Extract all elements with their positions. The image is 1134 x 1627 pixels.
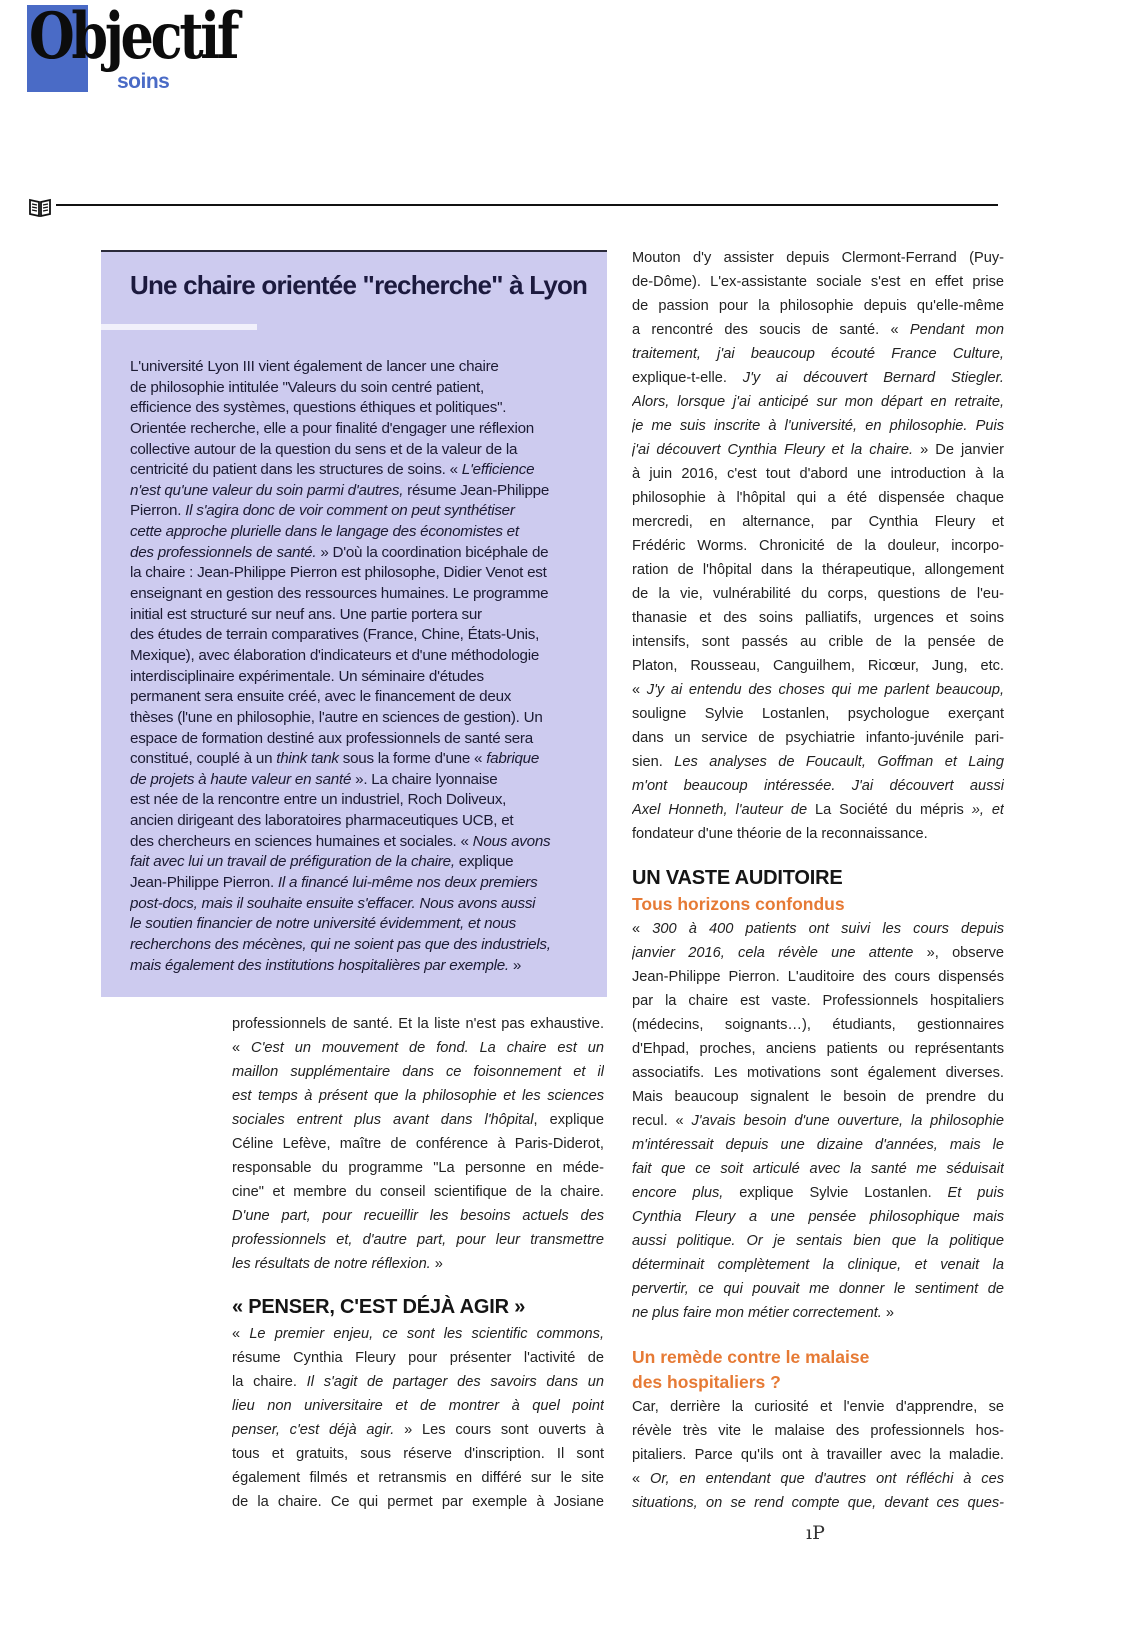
text: » D'où la coordination bicéphale de [316,543,549,561]
text: résume Jean-Philippe [407,481,550,499]
text: initial est structuré sur neuf ans. Une partie portera sur [130,605,482,623]
text: Frédéric Worms. Chronicité de la douleur, incorpo- [632,538,1004,554]
text: ancien dirigeant des laboratoires pharmaceutiques UCB, et [130,812,514,830]
text-line [130,667,600,688]
text-line [632,1133,1004,1157]
text: également filmés et retransmis en différé sur le site [232,1470,604,1486]
italic-text: situations, on se rend compte que, devant ces ques- [632,1495,1004,1511]
text: Car, derrière la curiosité et l'envie d'apprendre, se [632,1399,1004,1415]
text-line [632,606,1004,630]
italic-text: aussi politique. Or je sentais bien que la politique [632,1233,1004,1249]
text-line [632,654,1004,678]
text-line [632,414,1004,438]
text: » De janvier [913,442,1004,458]
text-line [232,1060,604,1084]
text-line [130,770,600,791]
text-line [632,438,1004,462]
text-line [232,1228,604,1252]
text-line [632,1443,1004,1467]
text-line [632,1157,1004,1181]
subheading-remede-2: des hospitaliers ? [632,1372,781,1392]
text-line [632,270,1004,294]
italic-text: déterminait complètement la clinique, et venait la [632,1257,1004,1273]
text: interdisciplinaire expérimentale. Un séminaire d'études [130,667,484,685]
italic-text: Nous avons [472,832,551,850]
italic-text: Axel Honneth, l'auteur de [632,802,816,818]
text: collective autour de la question du sens et de la valeur de la [130,440,518,458]
text-line [130,790,600,811]
text-line [632,1061,1004,1085]
text-line [632,702,1004,726]
text-line [130,460,600,481]
text-line [130,378,600,399]
text-line [632,1037,1004,1061]
text: « [232,1040,252,1056]
text: sien. [632,754,675,770]
text: Mexique), avec élaboration d'indicateurs et d'une méthodologie [130,646,540,664]
italic-text: cette approche plurielle dans le langage des économistes et [130,523,519,541]
text-line [130,563,600,584]
italic-text: fait que ce soit articulé avec la santé me séduisait [632,1161,1004,1177]
text-line [232,1394,604,1418]
text: ration de l'hôpital dans la thérapeutique, allongement [632,562,1004,578]
italic-text: Cynthia Fleury a une pensée philosophique mais [632,1209,1004,1225]
italic-text: », et [963,802,1004,818]
text: fondateur d'une théorie de la reconnaissance. [632,826,928,842]
text: à juin 2016, c'est tout d'abord une introduction à la [632,466,1004,482]
italic-text: Il s'agit de partager des savoirs dans un [306,1374,604,1390]
text-line [632,534,1004,558]
text-line [632,366,1004,390]
text: explique [458,853,514,871]
left-column-bottom [232,1322,604,1514]
italic-text: le soutien financier de notre université évidemment, et nous [130,915,517,933]
text: la chaire : Jean-Philippe Pierron est philosophe, Didier Venot est [130,564,547,582]
italic-text: fabrique [486,750,540,768]
text: est née de la rencontre entre un industriel, Roch Doliveux, [130,791,507,809]
text: « [632,921,653,937]
text: sous la forme d'une « [338,750,487,768]
text: Céline Lefève, maître de conférence à Paris-Diderot, [232,1136,604,1152]
text-line [130,646,600,667]
text-line [130,935,600,956]
italic-text: n'est qu'une valeur du soin parmi d'autres, [130,481,408,499]
text: tous et gratuits, sous réserve d'inscription. Il sont [232,1446,604,1462]
text: Orientée recherche, elle a pour finalité d'engager une réflexion [130,419,534,437]
text: dans un service de psychiatrie infanto-juvénile pari- [632,730,1004,746]
text-line [632,678,1004,702]
text-line [232,1370,604,1394]
text-line [232,1036,604,1060]
text: professionnels de santé. Et la liste n'est pas exhaustive. [232,1016,604,1032]
text-line [130,501,600,522]
text: enseignant en gestion des ressources humaines. Le programme [130,585,549,603]
italic-text: maillon supplémentaire dans ce foisonnement et il [232,1064,604,1080]
text: a rencontré des soucis de santé. « [632,322,910,338]
italic-text: C'est un mouvement de fond. La chaire est un [251,1040,604,1056]
text-line [130,605,600,626]
text-line [632,1229,1004,1253]
text: révèle très vite le malaise des professionnels hos- [632,1423,1004,1439]
text-line [632,318,1004,342]
text-line [130,914,600,935]
text: efficience des systèmes, questions éthiques et politiques". [130,399,507,417]
text-line [632,726,1004,750]
text-line [632,750,1004,774]
text-line [632,798,1004,822]
italic-text: Il a financé lui-même nos deux premiers [277,874,538,892]
italic-text: traitement, j'ai beaucoup écouté France Culture, [632,346,1004,362]
right-column-middle [632,917,1004,1325]
text-line [632,630,1004,654]
text: pitaliers. Parce qu'ils ont à travailler avec la maladie. [632,1447,1004,1463]
italic-text: Alors, lorsque j'ai anticipé sur mon départ en retraite, [632,394,1004,410]
text: des chercheurs en sciences humaines et sociales. « [130,832,473,850]
text: » [430,1256,443,1272]
italic-text: fait avec lui un travail de préfiguration de la chaire, [130,853,459,871]
text: espace de formation destiné aux professionnels de santé sera [130,729,533,747]
text-line [130,522,600,543]
italic-text: mais également des institutions hospitalières par exemple. [130,956,509,974]
text: de philosophie intitulée "Valeurs du soin centré patient, [130,378,484,396]
text: explique-t-elle. [632,370,743,386]
right-column-bottom [632,1395,1004,1515]
text-line [232,1252,604,1276]
text-line [130,398,600,419]
text-line [130,811,600,832]
subheading-remede-1: Un remède contre le malaise [632,1347,870,1367]
italic-text: sociales entrent plus avant dans l'hôpital [232,1112,534,1128]
text: de passion pour la philosophie depuis qu'elle-même [632,298,1004,314]
text-line [232,1180,604,1204]
text: Mouton d'y assister depuis Clermont-Ferrand (Puy- [632,250,1004,266]
text-line [130,873,600,894]
italic-text: les résultats de notre réflexion. [232,1256,431,1272]
text-line [130,956,600,977]
italic-text: J'avais besoin d'une ouverture, la philosophie [691,1113,1004,1129]
text-line [632,462,1004,486]
italic-text: J'y ai entendu des choses qui me parlent beaucoup, [646,682,1004,698]
text: thanasie et des soins palliatifs, urgences et soins [632,610,1004,626]
text: Pierron. [130,502,186,520]
text-line [632,1467,1004,1491]
text: explique Sylvie Lostanlen. [739,1185,948,1201]
italic-text: penser, c'est déjà agir. [232,1422,395,1438]
italic-text: post-docs, mais il souhaite ensuite s'effacer. Nous avons aussi [130,894,536,912]
text-line [632,965,1004,989]
text-line [232,1132,604,1156]
text: constitué, couplé à un [130,750,277,768]
text: cine" et membre du conseil scientifique de la chaire. [232,1184,604,1200]
text-line [130,419,600,440]
text: « [232,1326,250,1342]
text-line [632,1109,1004,1133]
text-line [130,729,600,750]
italic-text: think tank [276,750,339,768]
italic-text: de projets à haute valeur en santé [130,770,352,788]
text: mercredi, en alternance, par Cynthia Fleury et [632,514,1004,530]
text: intensifs, sont passés au crible de la pensée de [632,634,1004,650]
italic-text: L'efficience [461,461,535,479]
italic-text: m'intéressait depuis une dizaine d'années, mais le [632,1137,1004,1153]
text-line [632,917,1004,941]
box-text [130,357,600,976]
text-line [130,584,600,605]
text-line [232,1084,604,1108]
text-line [232,1466,604,1490]
text: responsable du programme "La personne en méde- [232,1160,604,1176]
text-line [632,1205,1004,1229]
text-line [130,543,600,564]
text: des études de terrain comparatives (France, Chine, États-Unis, [130,626,540,644]
box-title: Une chaire orientée "recherche" à Lyon [130,270,588,300]
heading-penser: « PENSER, C'EST DÉJÀ AGIR » [232,1296,526,1318]
text: d'Ehpad, proches, anciens patients ou représentants [632,1041,1004,1057]
text-line [130,357,600,378]
text: », observe [913,945,1004,961]
text: (médecins, soignants…), étudiants, gestionnaires [632,1017,1004,1033]
text-line [130,687,600,708]
text-line [232,1418,604,1442]
italic-text: ne plus faire mon métier correctement. [632,1305,882,1321]
text-line [232,1156,604,1180]
text: souligne Sylvie Lostanlen, psychologue exerçant [632,706,1004,722]
text: L'université Lyon III vient également de lancer une chaire [130,358,499,375]
italic-text: est temps à présent que la philosophie et les sciences [232,1088,604,1104]
text-line [130,832,600,853]
text-line [632,822,1004,846]
text: de-Dôme). L'ex-assistante sociale s'est en effet prise [632,274,1004,290]
text-line [130,481,600,502]
text-line [232,1346,604,1370]
italic-text: j'ai découvert Cynthia Fleury et la chaire. [632,442,914,458]
text-line [232,1442,604,1466]
italic-text: m'ont beaucoup intéressée. J'ai découvert aussi [632,778,1004,794]
box-accent-bar [101,324,257,330]
text: de la vie, vulnérabilité du corps, questions de l'eu- [632,586,1004,602]
text: » Les cours sont ouverts à [394,1422,604,1438]
left-column-top [232,1012,604,1276]
text-line [632,390,1004,414]
text-line [632,246,1004,270]
italic-text: Il s'agira donc de voir comment on peut synthétiser [185,502,515,520]
text-line [130,625,600,646]
text-line [632,486,1004,510]
italic-text: je me suis inscrite à l'université, en philosophie. Puis [632,418,1004,434]
text-line [632,510,1004,534]
text: la chaire. [232,1374,307,1390]
text: centricité du patient dans les structures de soins. « [130,461,462,479]
italic-text: Pendant mon [909,322,1004,338]
logo-word: Objectif [29,0,237,74]
text-line [632,1301,1004,1325]
heading-auditoire: UN VASTE AUDITOIRE [632,867,843,889]
text-line [632,989,1004,1013]
text: de la chaire. Ce qui permet par exemple à Josiane [232,1494,604,1510]
page-footer-mark: ıP [806,1522,825,1544]
text-line [632,294,1004,318]
magazine-logo [27,0,237,93]
text-line [232,1322,604,1346]
text-line [632,1085,1004,1109]
text-line [632,1277,1004,1301]
text-line [632,1395,1004,1419]
text-line [632,1013,1004,1037]
text-line [632,1491,1004,1515]
text: Platon, Rousseau, Canguilhem, Ricœur, Jung, etc. [632,658,1004,674]
text: Jean-Philippe Pierron. [130,874,278,892]
text: ». La chaire lyonnaise [351,770,498,788]
text-line [232,1204,604,1228]
italic-text: lieu non universitaire et de montrer à quel point [232,1398,604,1414]
italic-text: Or, en entendant que d'autres ont réfléchi à ces [650,1471,1004,1487]
subheading-horizons: Tous horizons confondus [632,894,845,914]
italic-text: Les analyses de Foucault, Goffman et Laing [674,754,1004,770]
text-line [130,708,600,729]
text-line [130,894,600,915]
italic-text: janvier 2016, cela révèle une attente [632,945,914,961]
text-line [632,1419,1004,1443]
italic-text: Et puis [947,1185,1004,1201]
italic-text: D'une part, pour recueillir les besoins actuels des [232,1208,604,1224]
right-column-top [632,246,1004,846]
italic-text: pervertir, ce qui pouvait me donner le sentiment de [632,1281,1004,1297]
italic-text: Le premier enjeu, ce sont les scientific commons, [249,1326,604,1342]
italic-text: encore plus, [632,1185,740,1201]
text-line [632,774,1004,798]
italic-text: des professionnels de santé. [130,543,317,561]
italic-text: professionnels et, d'autre part, pour leur transmettre [232,1232,604,1248]
text-line [632,342,1004,366]
text: « [632,1471,651,1487]
text: Jean-Philippe Pierron. L'auditoire des cours dispensés [632,969,1004,985]
italic-text: recherchons des mécènes, qui ne soient pas que des industriels, [130,935,551,953]
text: » [508,956,522,974]
text: « [632,682,647,698]
text-line [632,1181,1004,1205]
italic-text: J'y ai découvert Bernard Stiegler. [742,370,1004,386]
text: , explique [533,1112,604,1128]
section-rule [56,204,998,206]
text: philosophie à l'hôpital qui a été dispensée chaque [632,490,1004,506]
text-line [232,1108,604,1132]
text: Mais beaucoup signalent le besoin de prendre du [632,1089,1004,1105]
text-line [232,1012,604,1036]
text-line [632,558,1004,582]
text: thèses (l'une en philosophie, l'autre en sciences de gestion). Un [130,708,543,726]
italic-text: 300 à 400 patients ont suivi les cours depuis [652,921,1004,937]
text: par la chaire est vaste. Professionnels hospitaliers [632,993,1004,1009]
text: permanent sera ensuite créé, avec le financement de deux [130,688,512,706]
text-line [632,1253,1004,1277]
text-line [632,582,1004,606]
text: recul. « [632,1113,692,1129]
text-line [130,749,600,770]
text: résume Cynthia Fleury pour présenter l'activité de [232,1350,604,1366]
text: » [881,1305,894,1321]
open-book-icon [29,197,51,217]
text: La Société du mépris [815,802,964,818]
text: associatifs. Les motivations sont également diverses. [632,1065,1004,1081]
text-line [632,941,1004,965]
logo-sub: soins [117,70,170,93]
text-line [130,852,600,873]
text-line [232,1490,604,1514]
text-line [130,440,600,461]
